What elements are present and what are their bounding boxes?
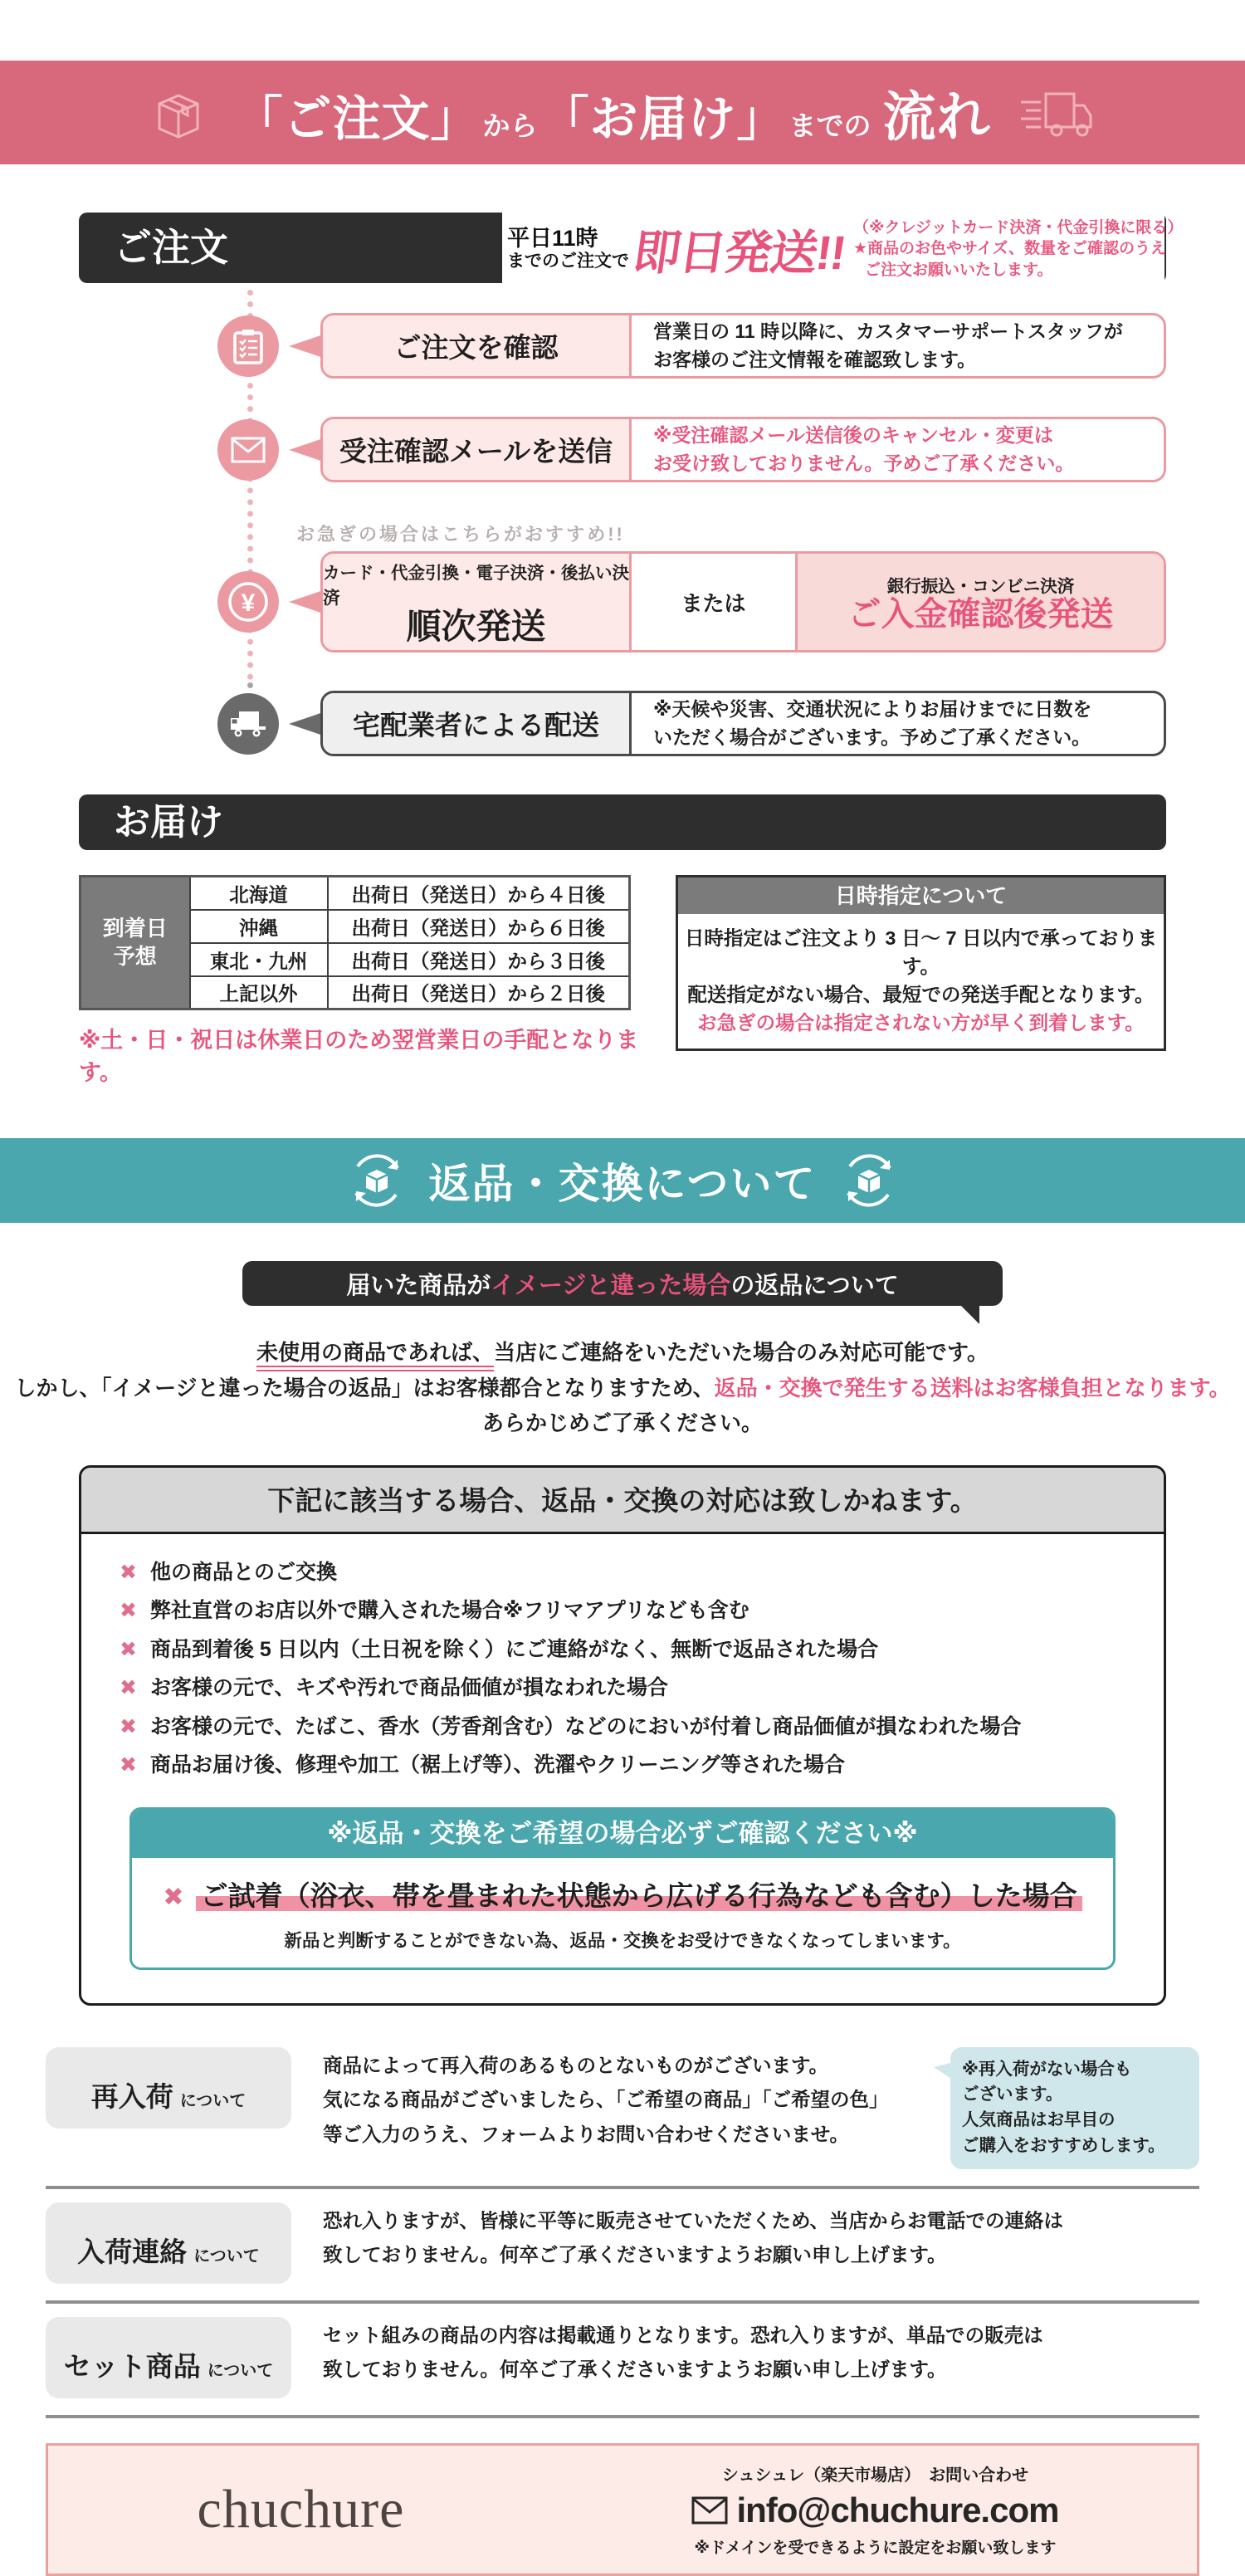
datetime-box-title: 日時指定について (678, 877, 1164, 914)
x-mark-icon: ✖ (120, 1560, 137, 1584)
order-section-header (79, 213, 1184, 283)
restock-text: 商品によって再入荷のあるものとないものがございます。 気になる商品がございましたら、「ご希望の商品」「ご希望の色」 等ご入力のうえ、フォームよりお問い合わせくださいませ。 (323, 2054, 889, 2146)
express-condition: 平日11時 までのご注文で (507, 226, 629, 271)
same-day-shipping-callout (502, 208, 1184, 291)
table-region-cell: 沖縄 (190, 910, 328, 943)
step-courier-delivery (79, 691, 1166, 756)
table-days-cell: 出荷日（発送日）から６日後 (328, 910, 630, 943)
table-days-cell: 出荷日（発送日）から２日後 (328, 976, 630, 1009)
step-confirm-order (79, 313, 1166, 379)
fitting-warning-note: 新品と判断することができない為、返品・交換をお受けできなくなってしまいます。 (284, 1930, 961, 1951)
table-region-cell: 上記以外 (190, 976, 328, 1009)
step-confirmation-mail (79, 417, 1166, 482)
delivery-info (79, 875, 1166, 1087)
payment-box (320, 551, 1166, 653)
fitting-warning-body (132, 1858, 1113, 1967)
mail-icon (691, 2496, 728, 2525)
no-return-box-title: 下記に該当する場合、返品・交換の対応は致しかねます。 (81, 1468, 1164, 1534)
step-description: ※受注確認メール送信後のキャンセル・変更は お受け致しておりません。予めご了承ください。 (653, 424, 1075, 474)
delivery-header-label: お届け (114, 802, 223, 843)
holiday-note: ※土・日・祝日は休業日のため翌営業日の手配となります。 (79, 1028, 639, 1086)
info-rows (46, 2034, 1199, 2418)
footer-email: info@chuchure.com (736, 2490, 1059, 2530)
list-item: ✖ 弊社直営のお店以外で購入された場合※フリマアプリなども含む (120, 1597, 1125, 1625)
step-label: 宅配業者による配送 (323, 693, 632, 754)
title-segment: 流れ (882, 86, 991, 147)
footer-contact-label: シュシュレ（楽天市場店） お問い合わせ (721, 2466, 1029, 2485)
title-segment: までの (788, 110, 872, 141)
set-items-row (46, 2304, 1199, 2418)
delivery-section-header (79, 794, 1166, 850)
restock-label: 再入荷 について (46, 2047, 291, 2129)
fitting-warning-box (129, 1807, 1116, 1970)
title-segment: から (482, 110, 538, 141)
x-mark-icon: ✖ (120, 1714, 137, 1738)
payment-immediate-cell: カード・代金引換・電子決済・後払い決済 順次発送 (323, 554, 632, 650)
list-item: ✖ 他の商品とのご交換 (120, 1559, 1125, 1586)
no-return-cases-box (79, 1465, 1166, 2006)
return-package-icon (838, 1150, 900, 1211)
delivery-truck-icon (1019, 87, 1094, 139)
step-box (320, 313, 1166, 379)
step-description: ※天候や災害、交通状況によりお届けまでに日数を いただく場合がございます。予めご了承ください。 (653, 698, 1092, 748)
set-items-label: セット商品 について (46, 2317, 291, 2398)
fitting-warning-title: ※返品・交換をご希望の場合必ずご確認ください※ (132, 1810, 1113, 1858)
table-row-header: 到着日 予想 (81, 877, 190, 1009)
same-day-shipping-label: 即日発送!! (629, 227, 848, 280)
step-payment (79, 551, 1166, 653)
order-flow-steps (79, 313, 1166, 756)
arrival-estimate-table (79, 875, 631, 1010)
payment-or-cell: または (632, 554, 798, 650)
table-region-cell: 東北・九州 (190, 943, 328, 976)
title-segment: 「お届け」 (540, 91, 786, 146)
title-segment: 「ご注文」 (234, 91, 480, 146)
table-region-cell: 北海道 (190, 877, 328, 910)
main-content (79, 213, 1184, 1087)
returns-topic-bubble: 届いた商品が イメージと違った場合 の返品について (242, 1261, 1003, 1306)
list-item: ✖ お客様の元で、キズや汚れで商品価値が損なわれた場合 (120, 1674, 1125, 1702)
svg-text:¥: ¥ (241, 589, 256, 618)
footer-domain-note: ※ドメインを受できるように設定をお願い致します (694, 2539, 1057, 2557)
restock-contact-label: 入荷連絡 について (46, 2202, 291, 2284)
clipboard-icon (217, 315, 279, 377)
x-mark-icon: ✖ (120, 1637, 137, 1661)
step-box (320, 417, 1166, 482)
footer-email-row (554, 2490, 1197, 2530)
x-mark-icon: ✖ (120, 1599, 137, 1623)
restock-row (46, 2034, 1199, 2189)
x-mark-icon: ✖ (120, 1676, 137, 1700)
payment-block (79, 521, 1166, 653)
package-box-icon (151, 87, 206, 139)
list-item: ✖ 商品お届け後、修理や加工（裾上げ等）、洗濯やクリーニング等された場合 (120, 1752, 1125, 1779)
returns-banner-title: 返品・交換について (428, 1161, 817, 1208)
return-package-icon (346, 1150, 408, 1211)
arrival-estimate-block (79, 875, 661, 1087)
page-title (234, 75, 990, 151)
table-days-cell: 出荷日（発送日）から３日後 (328, 943, 630, 976)
step-description: 営業日の 11 時以降に、カスタマーサポートスタッフが お客様のご注文情報を確認致します。 (653, 320, 1123, 370)
speech-tail (958, 1303, 979, 1324)
order-header-label: ご注文 (114, 226, 228, 269)
footer (46, 2443, 1199, 2576)
x-mark-icon: ✖ (120, 1753, 137, 1777)
top-banner (0, 61, 1245, 164)
datetime-box-body: 日時指定はご注文より 3 日〜 7 日以内で承っております。 配送指定がない場合、最短での発送手配となります。 お急ぎの場合は指定されない方が早く到着します。 (678, 914, 1164, 1048)
step-label: 受注確認メールを送信 (323, 419, 632, 480)
envelope-icon (217, 419, 279, 481)
no-return-box-body (81, 1534, 1164, 2003)
table-days-cell: 出荷日（発送日）から４日後 (328, 877, 630, 910)
list-item: ✖ 商品到着後 5 日以内（土日祝を除く）にご連絡がなく、無断で返品された場合 (120, 1636, 1125, 1664)
list-item: ✖ お客様の元で、たばこ、香水（芳香剤含む）などのにおいが付着し商品価値が損なわれた場合 (120, 1713, 1125, 1741)
payment-after-confirm-cell: 銀行振込・コンビニ決済 ご入金確認後発送 (798, 554, 1164, 650)
restock-contact-row (46, 2189, 1199, 2304)
returns-section-banner (0, 1138, 1245, 1223)
step-box (320, 691, 1166, 756)
datetime-designation-box (676, 875, 1166, 1051)
fitting-warning-item: ✖ ご試着（浴衣、帯を畳まれた状態から広げる行為なども含む）した場合 (139, 1875, 1106, 1914)
yen-coin-icon (217, 571, 279, 633)
truck-icon (217, 693, 279, 755)
payment-hint: お急ぎの場合はこちらがおすすめ!! (296, 524, 625, 545)
shop-logo: chuchure (197, 2478, 405, 2539)
express-notes: （※クレジットカード決済・代金引換に限る） ★商品のお色やサイズ、数量をご確認のうえ ご注文お願いいたします。 (852, 218, 1184, 279)
step-label: ご注文を確認 (323, 315, 632, 376)
set-items-text: セット組みの商品の内容は掲載通りとなります。恐れ入りますが、単品での販売は 致しておりません。何卒ご了承くださいますようお願い申し上げます。 (323, 2324, 1043, 2381)
x-mark-icon: ✖ (163, 1883, 184, 1911)
restock-contact-text: 恐れ入りますが、皆様に平等に販売させていただくため、当店からお電話での連絡は 致しておりません。何卒ご了承くださいますようお願い申し上げます。 (323, 2209, 1064, 2266)
footer-contact-block (554, 2461, 1197, 2558)
returns-paragraph: 未使用の商品であれば、当店にご連絡をいただいた場合のみ対応可能です。 しかし、「イメージと違った場合の返品」はお客様都合となりますため、返品・交換で発生する送料はお客様負担となります。 あらかじめご了承ください。 (14, 1340, 1231, 1436)
restock-bubble: ※再入荷がない場合も ございます。 人気商品はお早目の ご購入をおすすめします。 (950, 2047, 1199, 2169)
